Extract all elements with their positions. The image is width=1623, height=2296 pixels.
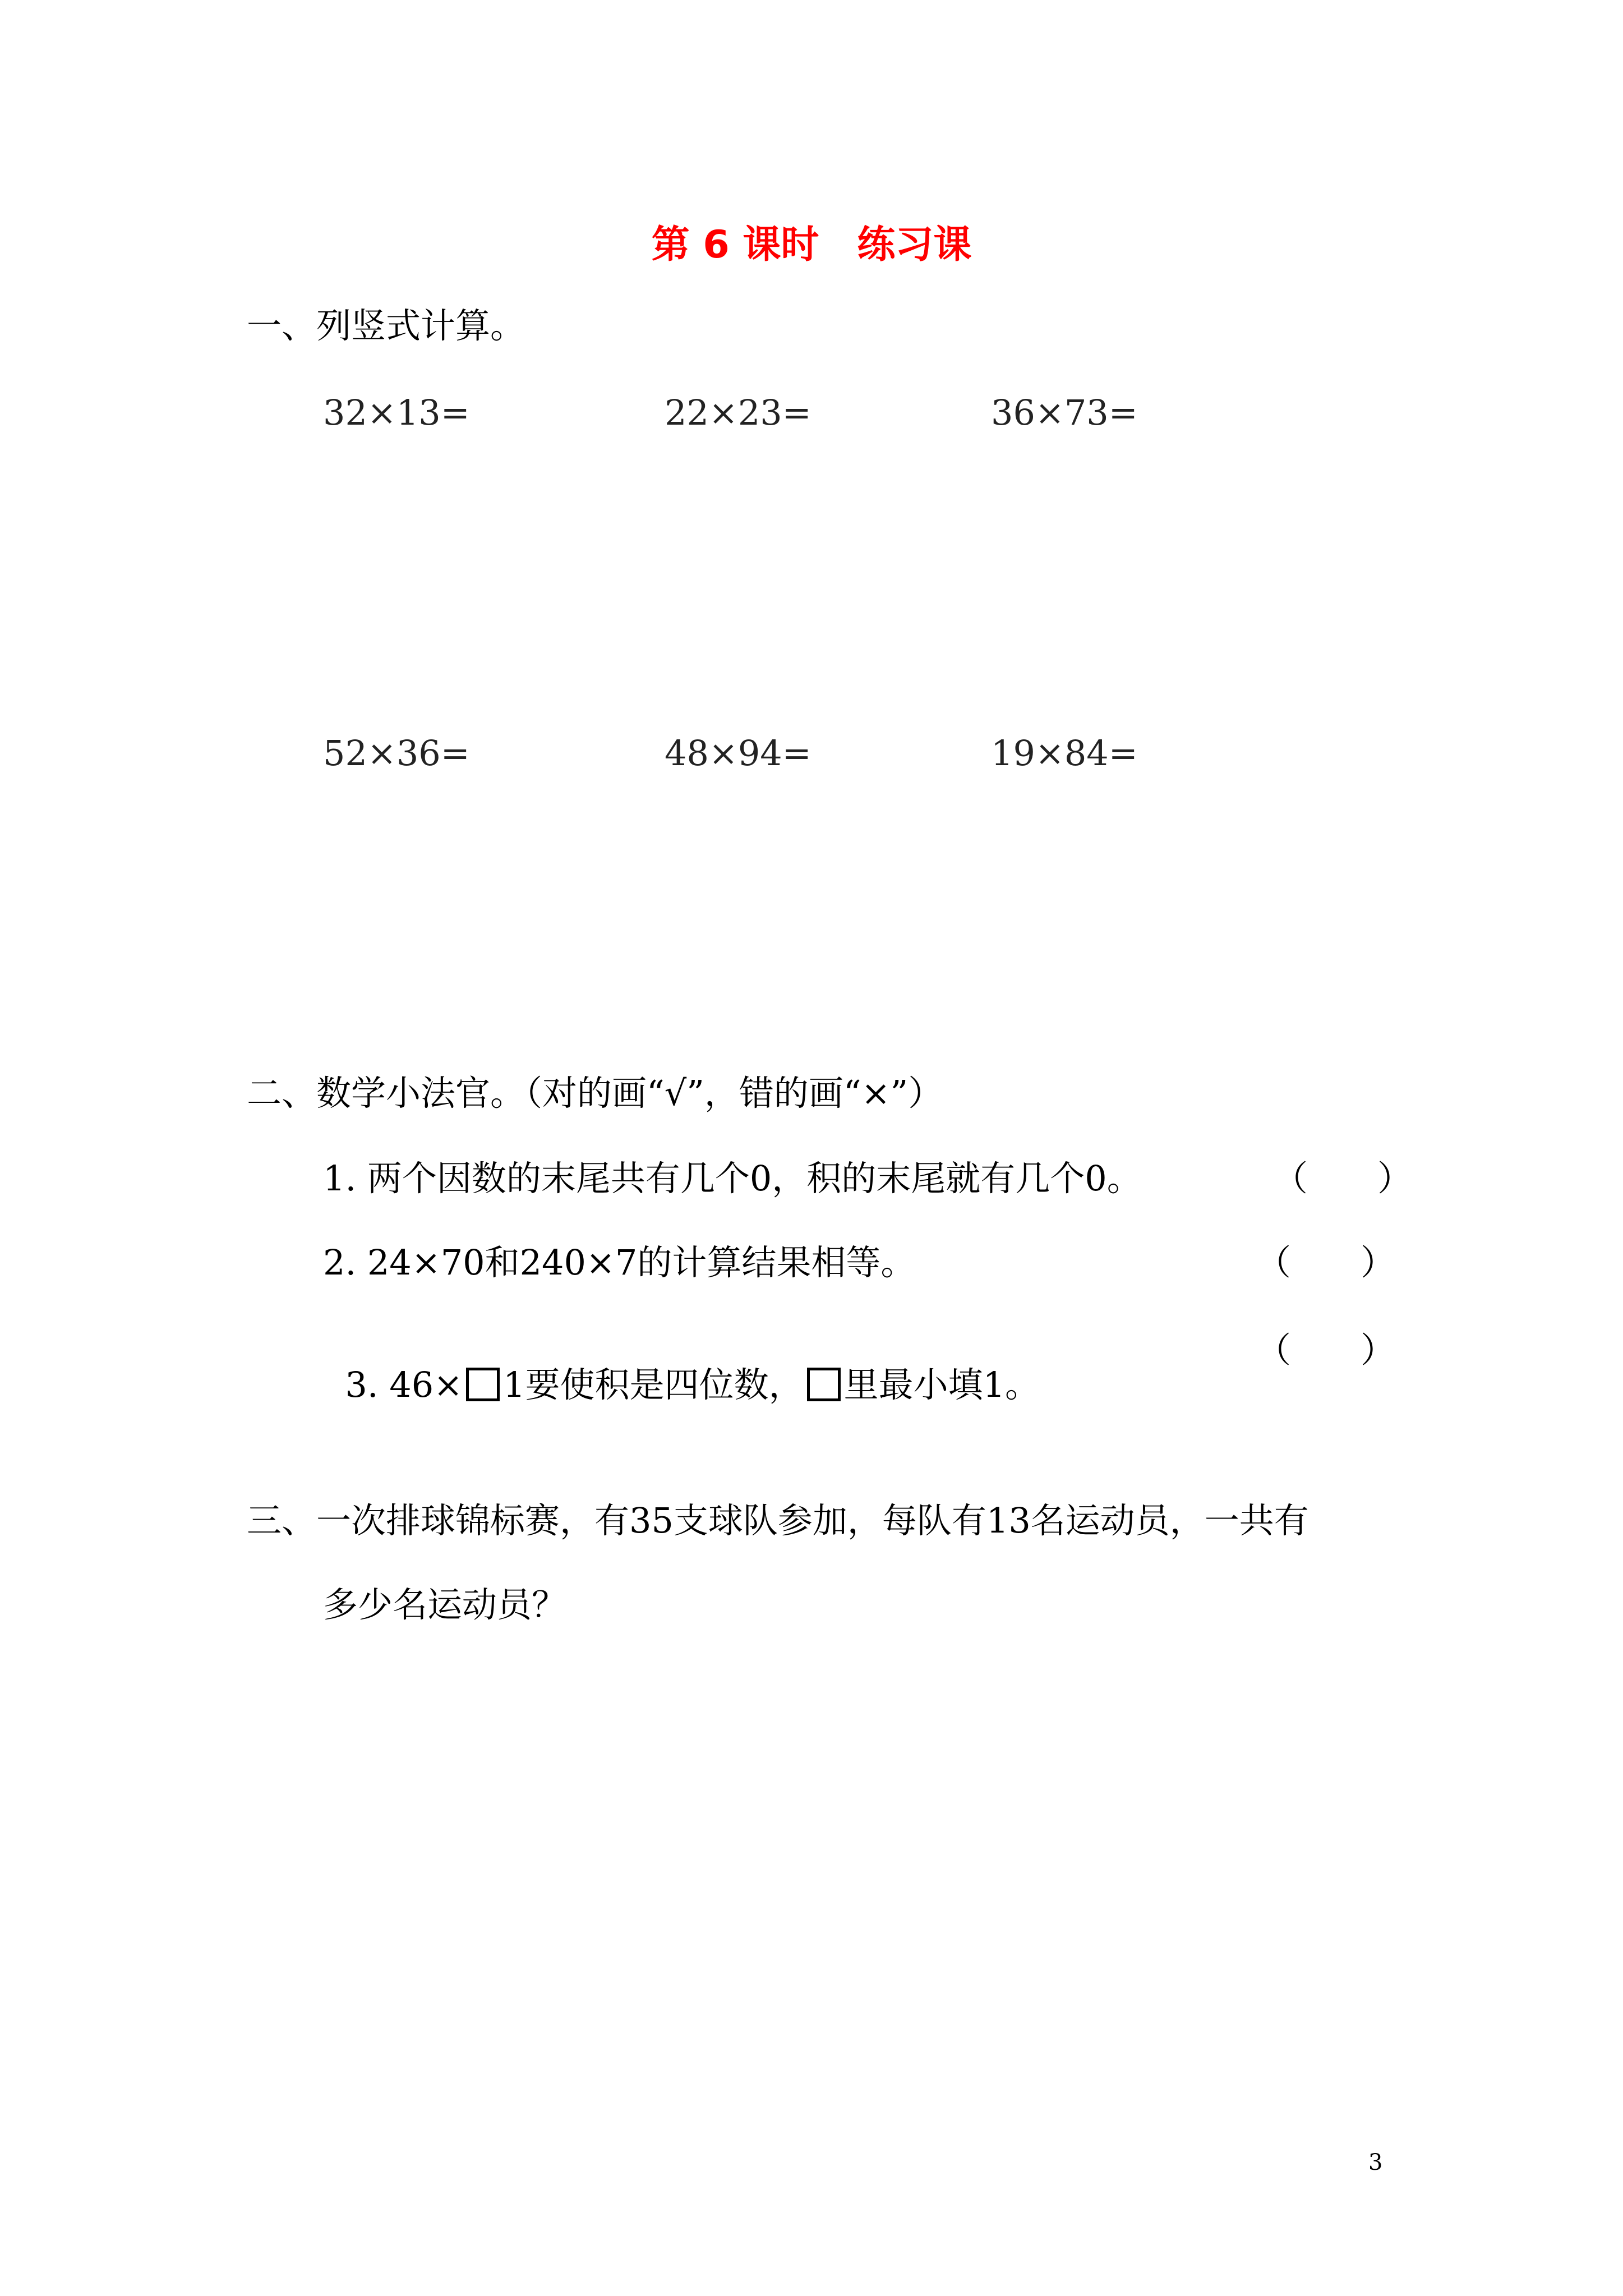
page-title: 第 6 课时 练习课: [651, 223, 972, 267]
calc-expression: 32×13=: [323, 392, 470, 433]
blank-box[interactable]: [466, 1368, 500, 1401]
judge-item-1: 1. 两个因数的末尾共有几个0，积的末尾就有几个0。: [323, 1158, 1142, 1199]
answer-parentheses[interactable]: （ ）: [1273, 1158, 1413, 1199]
judge-item-2: 2. 24×70和240×7的计算结果相等。: [323, 1242, 916, 1283]
judge-item-3-part-c: 里最小填1。: [843, 1364, 1040, 1405]
judge-item-3: [323, 1333, 1040, 1405]
section3-question-line2: 多少名运动员？: [323, 1584, 567, 1625]
section3-question-line1: 三、一次排球锦标赛，有35支球队参加，每队有13名运动员，一共有: [247, 1500, 1309, 1541]
blank-box[interactable]: [807, 1368, 841, 1401]
judge-item-3-part-a: 3. 46×: [345, 1364, 463, 1405]
calc-expression: 19×84=: [991, 733, 1138, 774]
calc-expression: 52×36=: [323, 733, 470, 774]
judge-item-3-part-b: 1要使积是四位数，: [503, 1364, 804, 1405]
section2-heading: 二、数学小法官。（对的画“√”，错的画“×”）: [247, 1073, 943, 1114]
calc-expression: 36×73=: [991, 392, 1138, 433]
calc-expression: 22×23=: [665, 392, 811, 433]
section1-heading: 一、列竖式计算。: [247, 305, 525, 346]
calc-expression: 48×94=: [665, 733, 811, 774]
answer-parentheses[interactable]: （ ）: [1256, 1329, 1396, 1370]
answer-parentheses[interactable]: （ ）: [1256, 1242, 1396, 1283]
page-number: 3: [1368, 2150, 1383, 2175]
